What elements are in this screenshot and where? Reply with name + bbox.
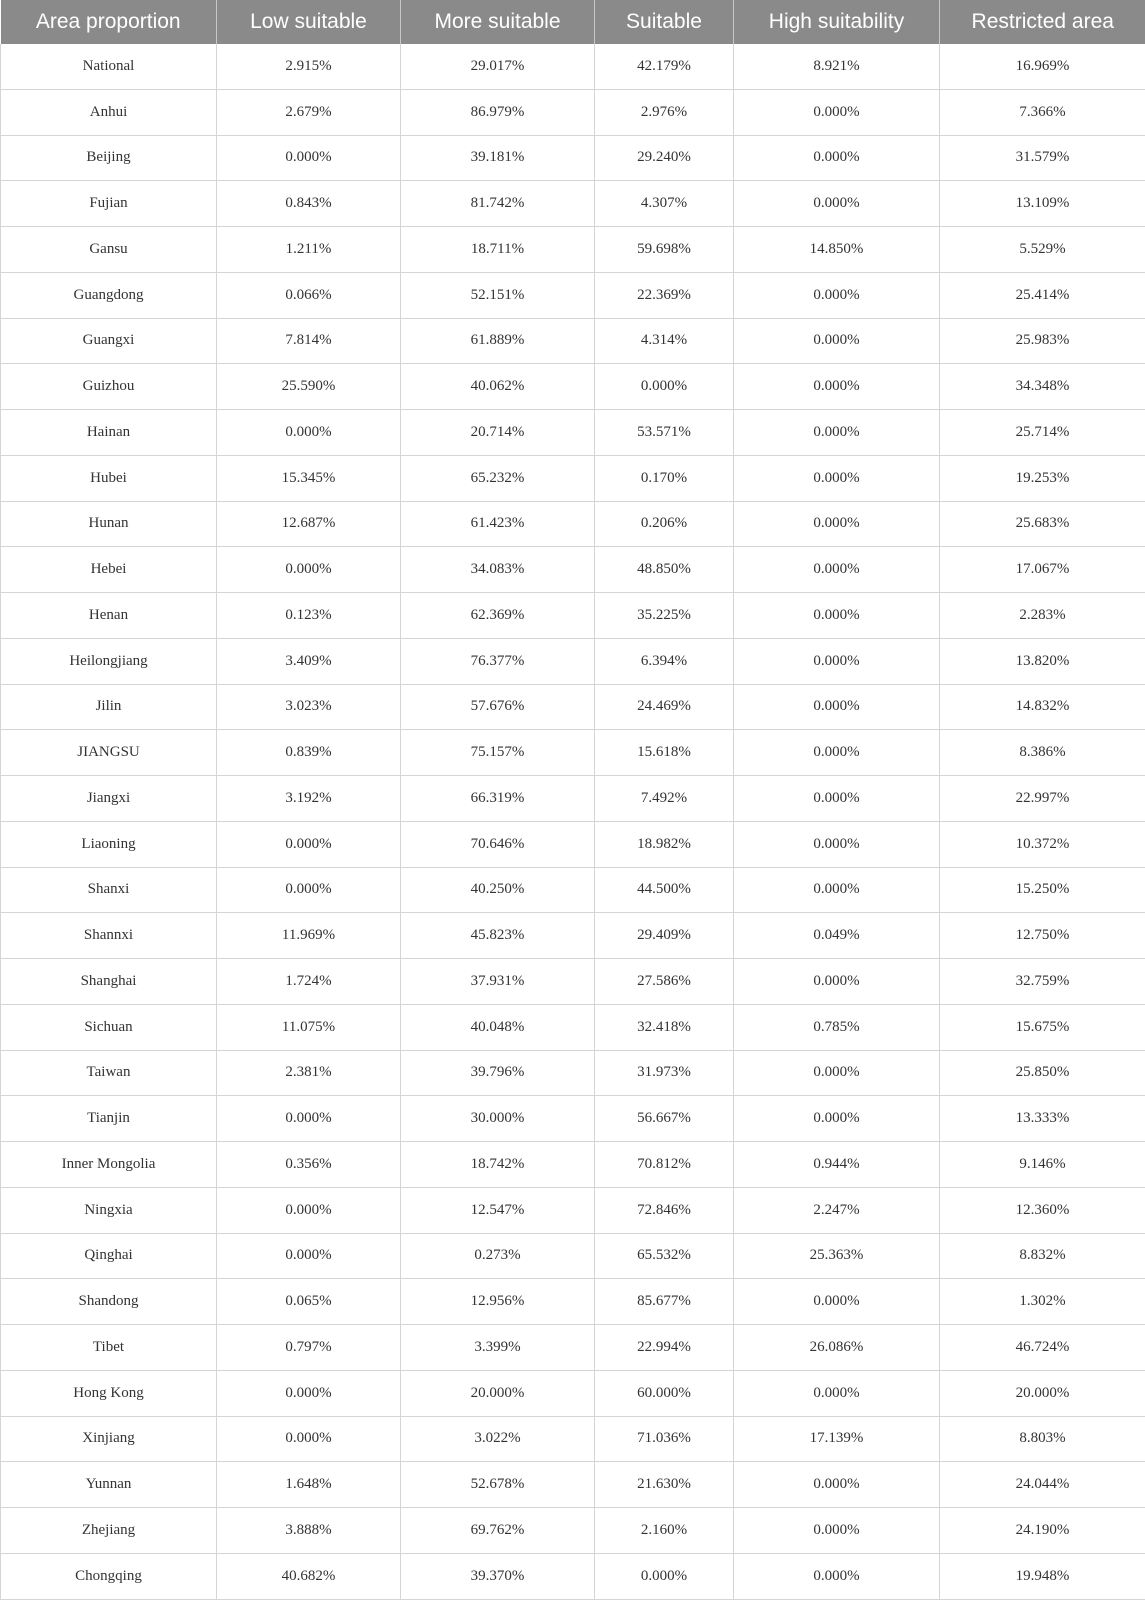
value-cell: 44.500% (595, 867, 734, 913)
value-cell: 2.381% (217, 1050, 401, 1096)
value-cell: 0.000% (217, 1370, 401, 1416)
value-cell: 22.994% (595, 1325, 734, 1371)
region-cell: Chongqing (1, 1553, 217, 1599)
value-cell: 14.832% (940, 684, 1145, 730)
value-cell: 12.750% (940, 913, 1145, 959)
value-cell: 42.179% (595, 44, 734, 89)
value-cell: 15.250% (940, 867, 1145, 913)
region-cell: Anhui (1, 89, 217, 135)
value-cell: 0.839% (217, 730, 401, 776)
value-cell: 0.785% (734, 1004, 940, 1050)
value-cell: 0.944% (734, 1142, 940, 1188)
table-row (1, 501, 1145, 547)
table-row (1, 593, 1145, 639)
value-cell: 25.590% (217, 364, 401, 410)
value-cell: 0.000% (734, 1370, 940, 1416)
region-cell: Hong Kong (1, 1370, 217, 1416)
table-row (1, 1050, 1145, 1096)
value-cell: 75.157% (401, 730, 595, 776)
value-cell: 0.000% (734, 455, 940, 501)
table-row (1, 638, 1145, 684)
value-cell: 0.000% (734, 1279, 940, 1325)
value-cell: 1.648% (217, 1462, 401, 1508)
value-cell: 13.820% (940, 638, 1145, 684)
value-cell: 81.742% (401, 181, 595, 227)
table-row (1, 318, 1145, 364)
region-cell: Fujian (1, 181, 217, 227)
column-header: Area proportion (1, 0, 217, 44)
value-cell: 0.000% (734, 181, 940, 227)
value-cell: 2.915% (217, 44, 401, 89)
value-cell: 0.000% (217, 1187, 401, 1233)
value-cell: 59.698% (595, 227, 734, 273)
value-cell: 0.000% (734, 272, 940, 318)
table-row (1, 181, 1145, 227)
value-cell: 0.356% (217, 1142, 401, 1188)
value-cell: 20.714% (401, 410, 595, 456)
value-cell: 1.211% (217, 227, 401, 273)
value-cell: 12.687% (217, 501, 401, 547)
region-cell: Sichuan (1, 1004, 217, 1050)
value-cell: 18.711% (401, 227, 595, 273)
value-cell: 40.048% (401, 1004, 595, 1050)
value-cell: 0.000% (734, 684, 940, 730)
value-cell: 0.000% (217, 1416, 401, 1462)
value-cell: 40.062% (401, 364, 595, 410)
value-cell: 3.192% (217, 776, 401, 822)
region-cell: Tianjin (1, 1096, 217, 1142)
value-cell: 60.000% (595, 1370, 734, 1416)
region-cell: Shandong (1, 1279, 217, 1325)
value-cell: 24.044% (940, 1462, 1145, 1508)
table-row (1, 410, 1145, 456)
value-cell: 70.812% (595, 1142, 734, 1188)
value-cell: 0.000% (734, 547, 940, 593)
value-cell: 0.000% (217, 410, 401, 456)
value-cell: 7.366% (940, 89, 1145, 135)
table-row (1, 1004, 1145, 1050)
value-cell: 7.492% (595, 776, 734, 822)
table-row (1, 1416, 1145, 1462)
value-cell: 35.225% (595, 593, 734, 639)
value-cell: 8.921% (734, 44, 940, 89)
region-cell: Taiwan (1, 1050, 217, 1096)
value-cell: 39.181% (401, 135, 595, 181)
value-cell: 46.724% (940, 1325, 1145, 1371)
region-cell: Qinghai (1, 1233, 217, 1279)
value-cell: 14.850% (734, 227, 940, 273)
value-cell: 0.123% (217, 593, 401, 639)
value-cell: 0.000% (734, 1462, 940, 1508)
region-cell: Hunan (1, 501, 217, 547)
value-cell: 25.414% (940, 272, 1145, 318)
value-cell: 3.023% (217, 684, 401, 730)
table-row (1, 227, 1145, 273)
value-cell: 5.529% (940, 227, 1145, 273)
region-cell: Shanghai (1, 959, 217, 1005)
value-cell: 24.469% (595, 684, 734, 730)
region-cell: Inner Mongolia (1, 1142, 217, 1188)
value-cell: 20.000% (940, 1370, 1145, 1416)
value-cell: 52.151% (401, 272, 595, 318)
table-row (1, 1187, 1145, 1233)
value-cell: 0.000% (217, 1233, 401, 1279)
value-cell: 34.083% (401, 547, 595, 593)
value-cell: 4.314% (595, 318, 734, 364)
value-cell: 17.067% (940, 547, 1145, 593)
region-cell: Ningxia (1, 1187, 217, 1233)
value-cell: 2.247% (734, 1187, 940, 1233)
value-cell: 2.679% (217, 89, 401, 135)
table-row (1, 272, 1145, 318)
value-cell: 10.372% (940, 821, 1145, 867)
region-cell: Jiangxi (1, 776, 217, 822)
value-cell: 1.724% (217, 959, 401, 1005)
value-cell: 65.232% (401, 455, 595, 501)
value-cell: 0.000% (734, 821, 940, 867)
value-cell: 0.000% (734, 1050, 940, 1096)
table-row (1, 1508, 1145, 1554)
value-cell: 85.677% (595, 1279, 734, 1325)
table-row (1, 776, 1145, 822)
value-cell: 15.675% (940, 1004, 1145, 1050)
column-header: More suitable (401, 0, 595, 44)
value-cell: 61.423% (401, 501, 595, 547)
value-cell: 0.000% (217, 547, 401, 593)
value-cell: 17.139% (734, 1416, 940, 1462)
value-cell: 0.000% (734, 959, 940, 1005)
value-cell: 4.307% (595, 181, 734, 227)
table-row (1, 1233, 1145, 1279)
value-cell: 34.348% (940, 364, 1145, 410)
value-cell: 0.000% (734, 89, 940, 135)
value-cell: 0.000% (734, 1096, 940, 1142)
region-cell: Hebei (1, 547, 217, 593)
value-cell: 12.360% (940, 1187, 1145, 1233)
region-cell: National (1, 44, 217, 89)
value-cell: 18.982% (595, 821, 734, 867)
value-cell: 48.850% (595, 547, 734, 593)
value-cell: 0.000% (734, 593, 940, 639)
region-cell: Guizhou (1, 364, 217, 410)
value-cell: 24.190% (940, 1508, 1145, 1554)
value-cell: 0.273% (401, 1233, 595, 1279)
value-cell: 0.170% (595, 455, 734, 501)
value-cell: 6.394% (595, 638, 734, 684)
value-cell: 25.683% (940, 501, 1145, 547)
table-row (1, 867, 1145, 913)
value-cell: 0.000% (734, 638, 940, 684)
value-cell: 2.976% (595, 89, 734, 135)
value-cell: 29.017% (401, 44, 595, 89)
value-cell: 3.409% (217, 638, 401, 684)
table-row (1, 913, 1145, 959)
table-row (1, 1096, 1145, 1142)
value-cell: 19.253% (940, 455, 1145, 501)
value-cell: 25.983% (940, 318, 1145, 364)
value-cell: 31.973% (595, 1050, 734, 1096)
value-cell: 86.979% (401, 89, 595, 135)
value-cell: 53.571% (595, 410, 734, 456)
table-row (1, 1142, 1145, 1188)
value-cell: 26.086% (734, 1325, 940, 1371)
region-cell: Tibet (1, 1325, 217, 1371)
value-cell: 56.667% (595, 1096, 734, 1142)
value-cell: 70.646% (401, 821, 595, 867)
region-cell: Guangdong (1, 272, 217, 318)
value-cell: 7.814% (217, 318, 401, 364)
value-cell: 52.678% (401, 1462, 595, 1508)
value-cell: 32.759% (940, 959, 1145, 1005)
value-cell: 31.579% (940, 135, 1145, 181)
value-cell: 8.832% (940, 1233, 1145, 1279)
region-cell: Guangxi (1, 318, 217, 364)
table-row (1, 730, 1145, 776)
region-cell: Xinjiang (1, 1416, 217, 1462)
table-row (1, 89, 1145, 135)
value-cell: 19.948% (940, 1553, 1145, 1599)
value-cell: 0.000% (734, 318, 940, 364)
value-cell: 0.206% (595, 501, 734, 547)
value-cell: 3.022% (401, 1416, 595, 1462)
value-cell: 62.369% (401, 593, 595, 639)
value-cell: 65.532% (595, 1233, 734, 1279)
value-cell: 0.000% (734, 730, 940, 776)
value-cell: 25.714% (940, 410, 1145, 456)
value-cell: 0.000% (595, 364, 734, 410)
value-cell: 8.386% (940, 730, 1145, 776)
table-row (1, 821, 1145, 867)
value-cell: 12.547% (401, 1187, 595, 1233)
region-cell: JIANGSU (1, 730, 217, 776)
value-cell: 0.066% (217, 272, 401, 318)
region-cell: Shannxi (1, 913, 217, 959)
value-cell: 39.370% (401, 1553, 595, 1599)
table-row (1, 135, 1145, 181)
value-cell: 0.000% (734, 501, 940, 547)
value-cell: 0.049% (734, 913, 940, 959)
value-cell: 27.586% (595, 959, 734, 1005)
value-cell: 8.803% (940, 1416, 1145, 1462)
value-cell: 2.160% (595, 1508, 734, 1554)
value-cell: 66.319% (401, 776, 595, 822)
value-cell: 22.997% (940, 776, 1145, 822)
value-cell: 15.345% (217, 455, 401, 501)
value-cell: 0.000% (595, 1553, 734, 1599)
value-cell: 0.065% (217, 1279, 401, 1325)
value-cell: 3.888% (217, 1508, 401, 1554)
value-cell: 15.618% (595, 730, 734, 776)
value-cell: 71.036% (595, 1416, 734, 1462)
value-cell: 0.000% (734, 1508, 940, 1554)
column-header: Low suitable (217, 0, 401, 44)
table-row (1, 959, 1145, 1005)
value-cell: 2.283% (940, 593, 1145, 639)
value-cell: 9.146% (940, 1142, 1145, 1188)
region-cell: Jilin (1, 684, 217, 730)
value-cell: 0.000% (734, 410, 940, 456)
value-cell: 0.000% (734, 867, 940, 913)
value-cell: 0.843% (217, 181, 401, 227)
table-row (1, 1279, 1145, 1325)
region-cell: Beijing (1, 135, 217, 181)
value-cell: 40.682% (217, 1553, 401, 1599)
value-cell: 72.846% (595, 1187, 734, 1233)
value-cell: 0.797% (217, 1325, 401, 1371)
region-cell: Shanxi (1, 867, 217, 913)
table-row (1, 44, 1145, 89)
value-cell: 32.418% (595, 1004, 734, 1050)
region-cell: Yunnan (1, 1462, 217, 1508)
value-cell: 0.000% (217, 135, 401, 181)
value-cell: 0.000% (217, 821, 401, 867)
value-cell: 37.931% (401, 959, 595, 1005)
table-row (1, 455, 1145, 501)
value-cell: 25.363% (734, 1233, 940, 1279)
value-cell: 30.000% (401, 1096, 595, 1142)
table-row (1, 684, 1145, 730)
value-cell: 20.000% (401, 1370, 595, 1416)
table-row (1, 1553, 1145, 1599)
value-cell: 39.796% (401, 1050, 595, 1096)
value-cell: 25.850% (940, 1050, 1145, 1096)
region-cell: Henan (1, 593, 217, 639)
value-cell: 0.000% (734, 364, 940, 410)
column-header: High suitability (734, 0, 940, 44)
value-cell: 11.969% (217, 913, 401, 959)
value-cell: 0.000% (217, 1096, 401, 1142)
value-cell: 0.000% (734, 776, 940, 822)
value-cell: 29.240% (595, 135, 734, 181)
column-header: Suitable (595, 0, 734, 44)
table-row (1, 1462, 1145, 1508)
value-cell: 13.109% (940, 181, 1145, 227)
region-cell: Hubei (1, 455, 217, 501)
value-cell: 16.969% (940, 44, 1145, 89)
value-cell: 40.250% (401, 867, 595, 913)
value-cell: 57.676% (401, 684, 595, 730)
table-header (1, 0, 1145, 44)
value-cell: 0.000% (734, 135, 940, 181)
value-cell: 61.889% (401, 318, 595, 364)
region-cell: Gansu (1, 227, 217, 273)
header-row (1, 0, 1145, 44)
value-cell: 29.409% (595, 913, 734, 959)
value-cell: 45.823% (401, 913, 595, 959)
value-cell: 22.369% (595, 272, 734, 318)
value-cell: 18.742% (401, 1142, 595, 1188)
column-header: Restricted area (940, 0, 1145, 44)
table-row (1, 1325, 1145, 1371)
value-cell: 1.302% (940, 1279, 1145, 1325)
value-cell: 3.399% (401, 1325, 595, 1371)
value-cell: 69.762% (401, 1508, 595, 1554)
region-cell: Zhejiang (1, 1508, 217, 1554)
region-cell: Heilongjiang (1, 638, 217, 684)
region-cell: Liaoning (1, 821, 217, 867)
table-row (1, 364, 1145, 410)
value-cell: 11.075% (217, 1004, 401, 1050)
value-cell: 76.377% (401, 638, 595, 684)
region-cell: Hainan (1, 410, 217, 456)
table-row (1, 547, 1145, 593)
value-cell: 0.000% (734, 1553, 940, 1599)
value-cell: 12.956% (401, 1279, 595, 1325)
value-cell: 21.630% (595, 1462, 734, 1508)
table-row (1, 1370, 1145, 1416)
value-cell: 13.333% (940, 1096, 1145, 1142)
value-cell: 0.000% (217, 867, 401, 913)
table-body (1, 44, 1145, 1599)
